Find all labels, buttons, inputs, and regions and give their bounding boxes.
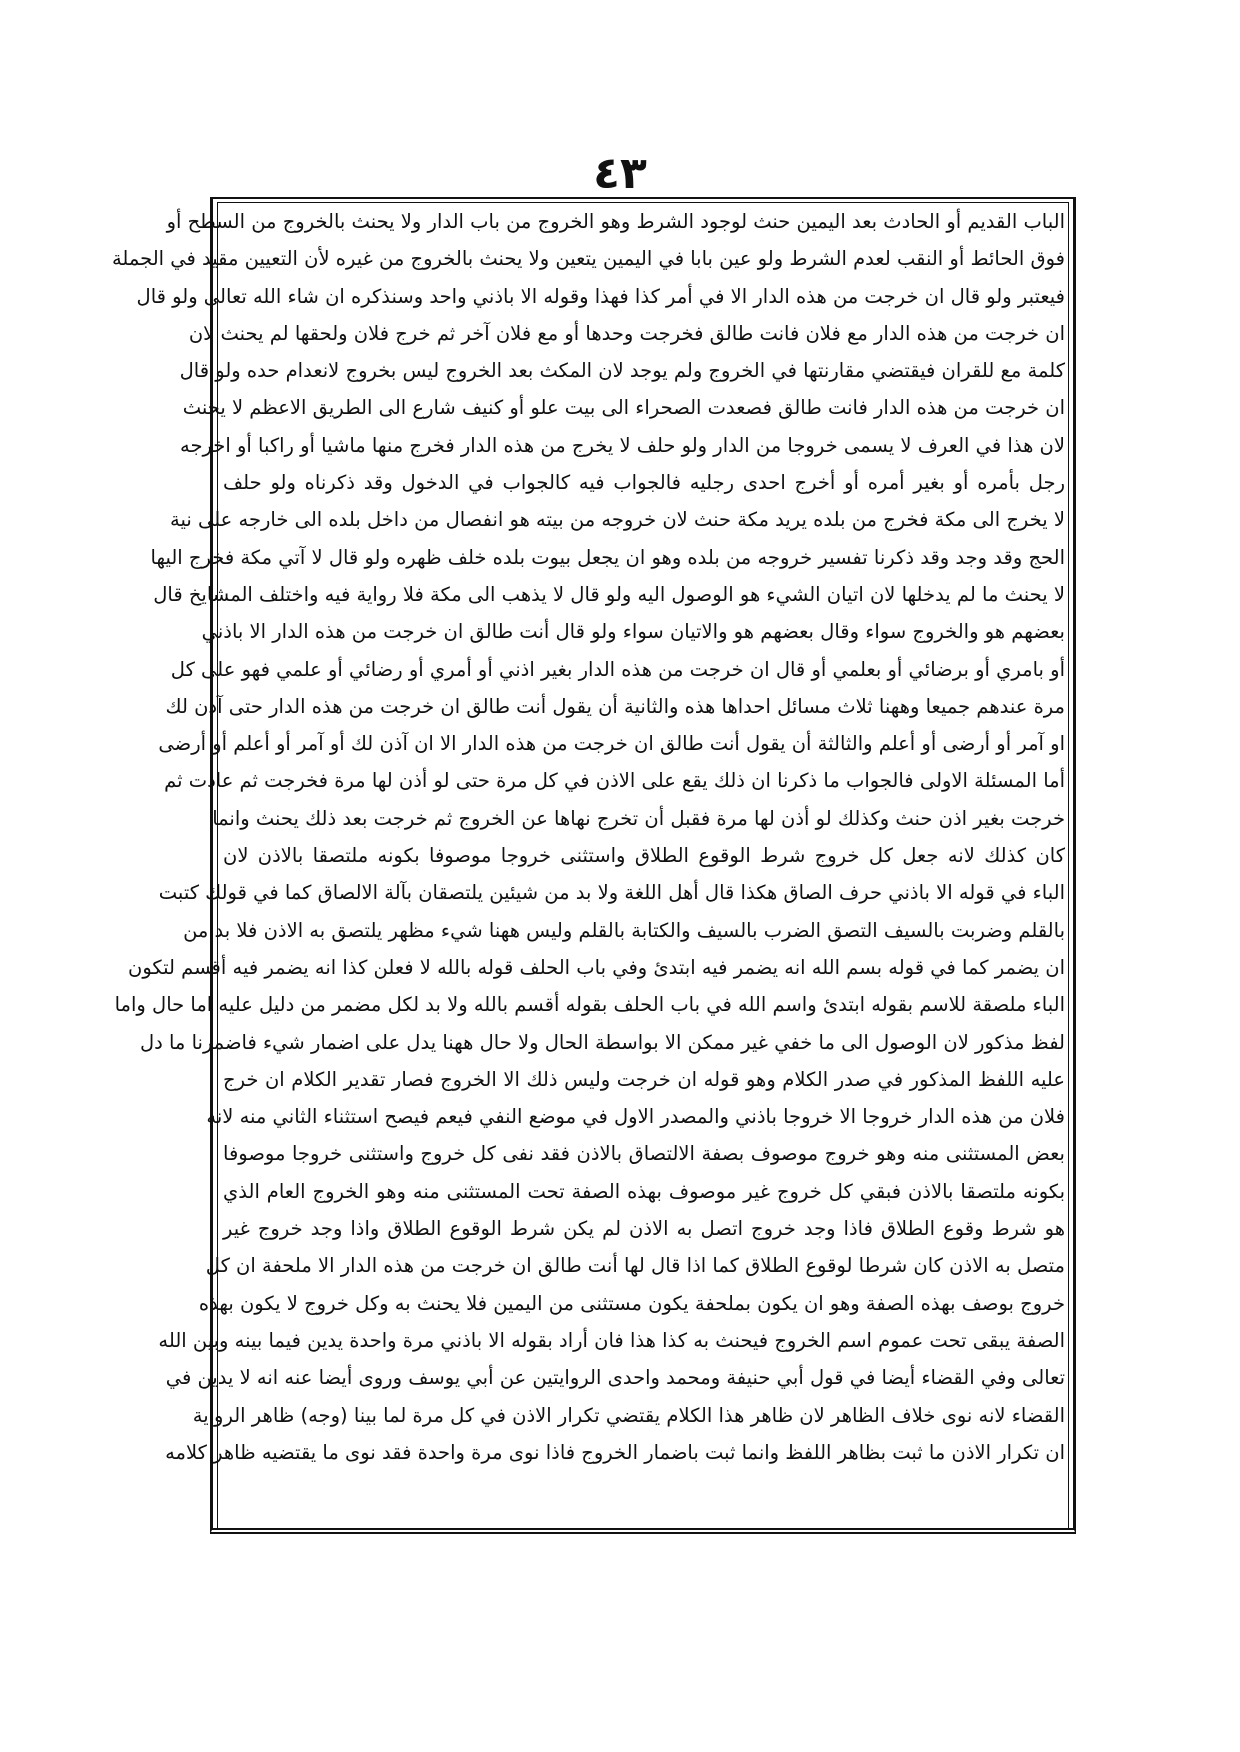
text-line: هو شرط وقوع الطلاق فاذا وجد خروج اتصل به الاذن لم يكن شرط الوقوع الطلاق واذا وجد خروج غير <box>223 1217 1065 1241</box>
text-line: لفظ مذكور لان الوصول الى ما خفي غير ممكن الا بواسطة الحال ولا حال ههنا يدل على اضمار شيء فاضمرنا ما دل <box>139 1030 1065 1054</box>
text-line: كلمة مع للقران فيقتضي مقارنتها في الخروج ولم يوجد لان المكث بعد الخروج ليس بخروج لانعدام حده ولو قال <box>179 359 1065 383</box>
text-line: لا يخرج الى مكة فخرج من بلده يريد مكة حنث لان خروجه من بيته هو انفصال من داخل بلده الى خارجه على نية <box>169 508 1065 532</box>
text-line: أما المسئلة الاولى فالجواب ما ذكرنا ان ذلك يقع على الاذن في كل مرة حتى لو أذن لها مرة فخرجت ثم عادت ثم <box>164 769 1065 793</box>
text-line: او آمر أو أرضى أو أعلم والثالثة أن يقول أنت طالق ان خرجت من هذه الدار الا ان آذن لك أو آمر أو أعلم أو أرضى <box>158 732 1065 756</box>
text-line: رجل بأمره أو بغير أمره أو أخرج احدى رجليه فالجواب فيه كالجواب في الدخول وقد ذكرناه ولو حلف <box>223 471 1065 495</box>
text-line: الباء في قوله الا باذني حرف الصاق هكذا قال أهل اللغة ولا بد من شيئين يلتصقان بآلة الالصاق كما في قولك كتبت <box>158 881 1065 905</box>
text-line: أو بامري أو برضائي أو بعلمي أو قال ان خرجت من هذه الدار بغير اذني أو أمري أو رضائي أو علمي فهو على كل <box>170 657 1065 681</box>
text-line: كان كذلك لانه جعل كل خروج شرط الوقوع الطلاق واستثنى خروجا موصوفا بكونه ملتصقا بالاذن لان <box>223 844 1065 868</box>
text-line: بعض المستثنى منه وهو خروج موصوف بصفة الالتصاق بالاذن فقد نفى كل خروج واستثنى خروجا موصوفا <box>223 1142 1065 1166</box>
text-line: خرجت بغير اذن حنث وكذلك لو أذن لها مرة فقبل أن تخرج نهاها عن الخروج ثم خرجت بعد ذلك يحنث وانما <box>212 806 1065 830</box>
text-line: ان يضمر كما في قوله بسم الله انه يضمر فيه ابتدئ وفي باب الحلف قوله بالله لا فعلن كذا انه يضمر فيه أقسم لتكون <box>128 955 1065 979</box>
text-line: ان تكرار الاذن ما ثبت بظاهر اللفظ وانما ثبت باضمار الخروج فاذا نوى مرة واحدة فقد نوى ما يقتضيه ظاهر كلامه <box>165 1440 1065 1464</box>
text-line: فيعتبر ولو قال ان خرجت من هذه الدار الا في أمر كذا فهذا وقوله الا باذني واحد وسنذكره ان شاء الله تعالى ولو قال <box>136 284 1065 308</box>
page-text-body <box>111 203 1065 1471</box>
text-line: الصفة يبقى تحت عموم اسم الخروج فيحنث به كذا هذا فان أراد بقوله الا باذني مرة واحدة يدين فيما بينه وبين الله <box>158 1328 1065 1352</box>
text-line: فلان من هذه الدار خروجا الا خروجا باذني والمصدر الاول في موضع النفي فيعم فيصح استثناء الثاني منه لانه <box>206 1105 1065 1129</box>
text-line: فوق الحائط أو النقب لعدم الشرط ولو عين بابا في اليمين يتعين ولا يحنث بالخروج من غيره لأن التعيين مقيد في الجملة <box>111 247 1065 271</box>
text-line: مرة عندهم جميعا وههنا ثلاث مسائل احداها هذه والثانية أن يقول أنت طالق ان خرجت من هذه الدار حتى آذن لك <box>165 694 1065 718</box>
text-line: لان هذا في العرف لا يسمى خروجا من الدار ولو حلف لا يخرج من هذه الدار فخرج منها ماشيا أو راكبا أو اخرجه <box>180 433 1065 457</box>
text-line: خروج بوصف بهذه الصفة وهو ان يكون بملحفة يكون مستثنى من اليمين فلا يحنث به وكل خروج لا يكون بهذه <box>198 1291 1065 1315</box>
page-number: ٤٣ <box>593 148 647 199</box>
text-line: الحج وقد وجد وقد ذكرنا تفسير خروجه من بلده وهو ان يجعل بيوت بلده خلف ظهره ولو قال لا آتي مكة فخرج اليها <box>150 545 1065 569</box>
text-line: ان خرجت من هذه الدار فانت طالق فصعدت الصحراء الى بيت علو أو كنيف شارع الى الطريق الاعظم لا يحنث <box>182 396 1065 420</box>
text-line: الباب القديم أو الحادث بعد اليمين حنث لوجود الشرط وهو الخروج من باب الدار ولا يحنث بالخروج من السطح أو <box>166 210 1065 233</box>
text-line: الباء ملصقة للاسم بقوله ابتدئ واسم الله في باب الحلف بقوله أقسم بالله ولا بد لكل مضمر من دليل عليه اما حال واما <box>114 993 1065 1017</box>
text-line: بكونه ملتصقا بالاذن فبقي كل خروج غير موصوف بهذه الصفة تحت المستثنى منه وهو الخروج العام الذي <box>223 1179 1065 1203</box>
text-line: بالقلم وضربت بالسيف التصق الضرب بالسيف والكتابة بالقلم وليس ههنا شيء مظهر يلتصق به الاذن فلا بد من <box>183 918 1065 942</box>
text-line: القضاء لانه نوى خلاف الظاهر لان ظاهر هذا الكلام يقتضي تكرار الاذن في كل مرة لما بينا (وجه) ظاهر الرواية <box>192 1403 1065 1427</box>
text-line: لا يحنث ما لم يدخلها لان اتيان الشيء هو الوصول اليه ولو قال لا يذهب الى مكة فلا رواية فيه واختلف المشايخ قال <box>153 582 1065 606</box>
text-line: متصل به الاذن كان شرطا لوقوع الطلاق كما اذا قال لها أنت طالق ان خرجت من هذه الدار الا ملحفة ان كل <box>205 1254 1065 1278</box>
text-line: عليه اللفظ المذكور في صدر الكلام وهو قوله ان خرجت وليس ذلك الا الخروج فصار تقدير الكلام ان خرج <box>223 1067 1065 1091</box>
text-line: ان خرجت من هذه الدار مع فلان فانت طالق فخرجت وحدها أو مع فلان آخر ثم خرج فلان ولحقها لم يحنث لان <box>188 321 1065 345</box>
text-line: تعالى وفي القضاء أيضا في قول أبي حنيفة ومحمد واحدى الروايتين عن أبي يوسف وروى أيضا عنه انه لا يدين في <box>165 1366 1065 1390</box>
text-line: بعضهم هو والخروج سواء وقال بعضهم هو والاتيان سواء ولو قال أنت طالق ان خرجت من هذه الدار الا باذني <box>201 620 1065 644</box>
